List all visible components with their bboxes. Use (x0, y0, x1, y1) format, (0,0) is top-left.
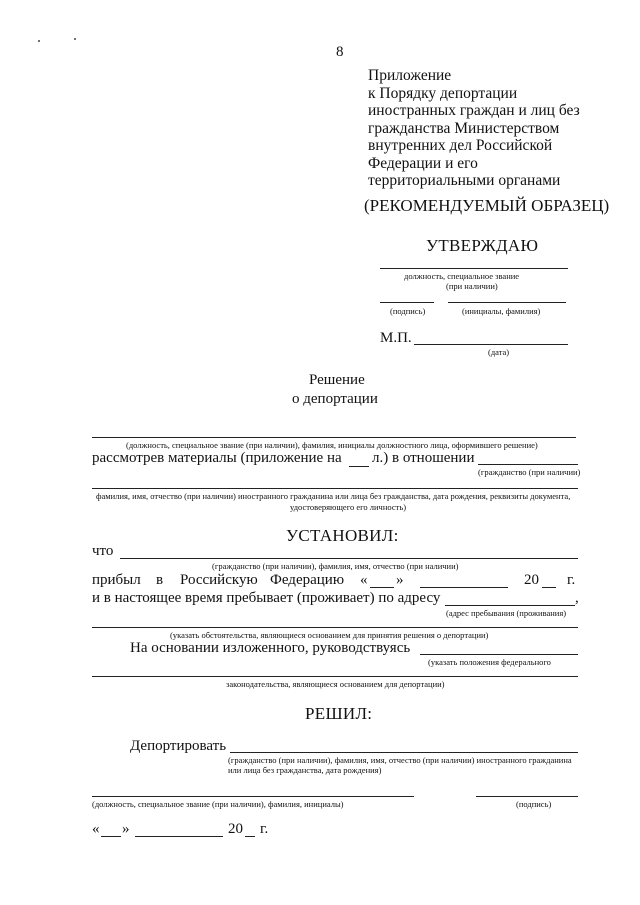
address-caption: (адрес пребывания (проживания) (446, 608, 567, 618)
date-caption: (дата) (488, 347, 510, 357)
deport-label: Депортировать (130, 738, 227, 754)
deport-caption-2: или лица без гражданства, дата рождения) (228, 765, 382, 775)
residing-text: и в настоящее время пребывает (проживает) по адресу (92, 590, 441, 606)
residing-comma: , (575, 590, 579, 606)
position-line (380, 268, 568, 269)
deport-line (230, 752, 578, 753)
established-title: УСТАНОВИЛ: (286, 526, 399, 545)
law-line (420, 654, 578, 655)
initials-caption: (инициалы, фамилия) (462, 306, 541, 316)
year-line (542, 587, 556, 588)
considered-text: рассмотрев материалы (приложение на (92, 450, 342, 466)
arrived-word: Российскую (180, 572, 258, 588)
signoff-official-caption: (должность, специальное звание (при наличии), фамилия, инициалы) (92, 799, 344, 809)
position-caption: должность, специальное звание (404, 271, 520, 281)
decision-subtitle: о депортации (292, 391, 378, 407)
page-number: 8 (336, 44, 344, 60)
date-quote-open: « (92, 821, 100, 837)
day-line (370, 587, 394, 588)
pages-count-line (349, 466, 369, 467)
address-line (445, 605, 575, 606)
appendix-line: внутренних дел Российской (368, 137, 553, 154)
citizenship-line (478, 464, 578, 465)
that-line (120, 558, 578, 559)
year-prefix: 20 (524, 572, 539, 588)
scan-speck (74, 38, 76, 40)
date-month-line (135, 836, 223, 837)
date-line (414, 344, 568, 345)
signature-caption: (подпись) (390, 306, 426, 316)
official-line (92, 437, 576, 438)
date-year-suffix: г. (260, 821, 269, 837)
law-caption: (указать положения федерального (428, 657, 551, 667)
year-suffix: г. (567, 572, 576, 588)
arrived-word: в (156, 572, 164, 588)
law-line-2 (92, 676, 578, 677)
month-line (420, 587, 508, 588)
appendix-line: территориальными органами (368, 172, 561, 189)
citizenship-caption: (гражданство (при наличии) (478, 467, 581, 477)
appendix-line: к Порядку депортации (368, 84, 518, 102)
official-caption: (должность, специальное звание (при наличии), фамилия, инициалы должностного лица, оформившего решение) (126, 440, 538, 450)
circumstance-line (92, 627, 578, 628)
appendix-line: гражданства Министерством (368, 119, 560, 137)
appendix-line: иностранных граждан и лиц без (368, 102, 580, 119)
arrived-word: прибыл (92, 572, 141, 588)
law-caption-2: законодательства, являющиеся основанием для депортации) (226, 679, 445, 689)
quote-open: « (360, 572, 368, 588)
position-caption-2: (при наличии) (446, 281, 498, 291)
decided-title: РЕШИЛ: (305, 704, 373, 723)
that-label: что (92, 543, 114, 559)
based-text: На основании изложенного, руководствуясь (130, 640, 411, 656)
person-caption: фамилия, имя, отчество (при наличии) иностранного гражданина или лица без гражданства, дата рождения, реквизиты документа, (96, 491, 571, 501)
scan-speck (38, 40, 40, 42)
person-line (92, 488, 578, 489)
appendix-line: Федерации и его (368, 154, 478, 172)
sample-label: (РЕКОМЕНДУЕМЫЙ ОБРАЗЕЦ) (364, 196, 610, 215)
stamp-label: М.П. (380, 330, 412, 346)
appendix-line: Приложение (368, 67, 452, 84)
signature-line (380, 302, 434, 303)
appendix-block (368, 67, 580, 190)
decision-title: Решение (309, 372, 365, 388)
signoff-official-line (92, 796, 414, 797)
signoff-signature-line (476, 796, 578, 797)
that-caption: (гражданство (при наличии), фамилия, имя, отчество (при наличии) (212, 561, 459, 571)
initials-line (448, 302, 566, 303)
circumstance-caption: (указать обстоятельства, являющиеся основанием для принятия решения о депортации) (170, 630, 489, 640)
person-caption-2: удостоверяющего его личность) (290, 502, 407, 512)
arrived-word: Федерацию (270, 572, 345, 588)
deport-caption: (гражданство (при наличии), фамилия, имя, отчество (при наличии) иностранного гражданина (228, 755, 572, 765)
date-year-prefix: 20 (228, 821, 243, 837)
approve-title: УТВЕРЖДАЮ (426, 236, 539, 255)
considered-text-b: л.) в отношении (372, 450, 475, 466)
signoff-signature-caption: (подпись) (516, 799, 552, 809)
date-quote-close: » (122, 821, 130, 837)
date-day-line (101, 836, 121, 837)
quote-close: » (396, 572, 404, 588)
date-year-line (245, 836, 255, 837)
